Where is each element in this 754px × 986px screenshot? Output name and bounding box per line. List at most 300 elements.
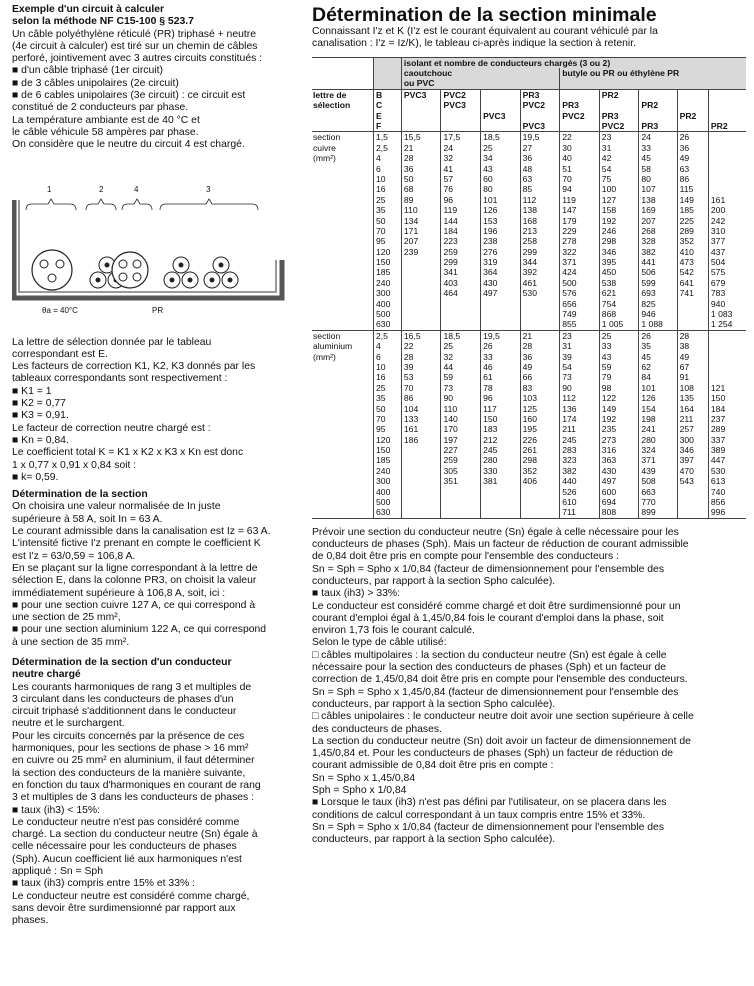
copper-label bbox=[312, 236, 374, 246]
corner-cell bbox=[374, 57, 402, 68]
multipolar-line: correction de 1,45/0,84 doit être pris en compte pour l'ensemble des conducteurs. bbox=[312, 674, 688, 686]
insulation-type-cell bbox=[677, 100, 708, 110]
butyl-header: butyle ou PR ou éthylène PR bbox=[560, 68, 746, 89]
copper-value: 576 bbox=[560, 288, 600, 298]
total-line: Le coefficient total K = K1 x K2 x K3 x Kn est donc bbox=[12, 447, 244, 459]
last-line: conditions de calcul correspondant à un taux compris entre 15% et 33%. bbox=[312, 809, 646, 821]
aluminium-label: section bbox=[312, 330, 374, 341]
copper-value: 40 bbox=[560, 153, 600, 163]
copper-value bbox=[401, 319, 441, 330]
aluminium-value: 49 bbox=[677, 352, 708, 362]
aluminium-label bbox=[312, 383, 374, 393]
copper-value: 80 bbox=[639, 174, 677, 184]
aluminium-value: 150 bbox=[481, 414, 521, 424]
copper-value bbox=[401, 288, 441, 298]
aluminium-value: 280 bbox=[481, 455, 521, 465]
neutral-heading-2: neutre chargé bbox=[12, 669, 81, 681]
aluminium-value: 298 bbox=[520, 455, 560, 465]
copper-value bbox=[481, 299, 521, 309]
below-line: conducteurs, par rapport à la section Spho calculée). bbox=[312, 575, 556, 587]
intro-line: (4e circuit à calculer) est tiré sur un chemin de câbles bbox=[12, 40, 258, 52]
insulation-type-cell: PR3 bbox=[639, 121, 677, 132]
copper-value: 464 bbox=[441, 288, 481, 298]
copper-value: 346 bbox=[599, 247, 639, 257]
copper-value: 754 bbox=[599, 299, 639, 309]
aluminium-section: 70 bbox=[374, 414, 402, 424]
copper-value: 940 bbox=[708, 299, 746, 309]
unipolar-line: courant admissible de 0,84 doit être pris en compte : bbox=[312, 760, 554, 772]
aluminium-label bbox=[312, 372, 374, 382]
aluminium-value bbox=[520, 497, 560, 507]
aluminium-value: 54 bbox=[560, 362, 600, 372]
copper-value: 185 bbox=[677, 205, 708, 215]
aluminium-value: 160 bbox=[520, 414, 560, 424]
aluminium-value: 122 bbox=[599, 393, 639, 403]
aluminium-value bbox=[401, 445, 441, 455]
aluminium-value: 164 bbox=[677, 403, 708, 413]
aluminium-value: 25 bbox=[441, 341, 481, 351]
aluminium-value: 39 bbox=[401, 362, 441, 372]
k-bullet: ■ K2 = 0,77 bbox=[12, 398, 295, 410]
copper-value: 441 bbox=[639, 257, 677, 267]
ih-gt33-bullet: ■ taux (ih3) > 33%: bbox=[312, 588, 746, 600]
copper-value: 19,5 bbox=[520, 132, 560, 143]
aluminium-value: 300 bbox=[677, 435, 708, 445]
copper-value: 119 bbox=[441, 205, 481, 215]
aluminium-value: 136 bbox=[560, 403, 600, 413]
aluminium-value: 363 bbox=[599, 455, 639, 465]
aluminium-value: 22 bbox=[401, 341, 441, 351]
insulation-type-cell: PR2 bbox=[599, 89, 639, 100]
below-line: Sn = Sph = Spho x 1/0,84 (facteur de dimensionnement pour l'ensemble des bbox=[312, 563, 665, 575]
example-title: Exemple d'un circuit à calculer bbox=[12, 4, 165, 15]
insulation-type-cell bbox=[441, 111, 481, 121]
copper-value bbox=[708, 174, 746, 184]
aluminium-value: 430 bbox=[599, 466, 639, 476]
copper-value bbox=[441, 299, 481, 309]
aluminium-value: 16,5 bbox=[401, 330, 441, 341]
right-intro-line: canalisation : I'z = Iz/K), le tableau ci-après indique la section à retenir. bbox=[312, 38, 636, 50]
copper-value: 213 bbox=[520, 226, 560, 236]
aluminium-value: 170 bbox=[441, 424, 481, 434]
selection-letter: F bbox=[374, 121, 402, 132]
copper-value: 437 bbox=[708, 247, 746, 257]
aluminium-value bbox=[401, 497, 441, 507]
section-line: L'intensité fictive I'z prenant en compte le coefficient K bbox=[12, 538, 261, 550]
copper-value: 43 bbox=[481, 164, 521, 174]
aluminium-value: 73 bbox=[441, 383, 481, 393]
aluminium-value bbox=[401, 466, 441, 476]
copper-value: 364 bbox=[481, 267, 521, 277]
right-intro-line: Connaissant I'z et K (I'z est le courant équivalent au courant véhiculé par la bbox=[312, 26, 658, 37]
aluminium-value: 261 bbox=[520, 445, 560, 455]
copper-value: 328 bbox=[639, 236, 677, 246]
copper-value: 298 bbox=[599, 236, 639, 246]
aluminium-value: 96 bbox=[481, 393, 521, 403]
aluminium-value bbox=[401, 476, 441, 486]
aluminium-value: 59 bbox=[441, 372, 481, 382]
copper-value: 94 bbox=[560, 184, 600, 194]
ih-15-33-bullet: ■ taux (ih3) compris entre 15% et 33% : bbox=[12, 878, 295, 890]
aluminium-value: 211 bbox=[677, 414, 708, 424]
circuit-label-2: 2 bbox=[99, 184, 104, 194]
copper-value: 161 bbox=[708, 195, 746, 205]
aluminium-label: (mm²) bbox=[313, 351, 336, 362]
aluminium-value bbox=[441, 507, 481, 518]
neutral-line: harmoniques, pour les sections de phase > 16 mm² bbox=[12, 743, 249, 755]
ambient-line: le câble véhicule 58 ampères par phase. bbox=[12, 126, 199, 138]
copper-label: section bbox=[312, 132, 374, 143]
aluminium-value: 808 bbox=[599, 507, 639, 518]
copper-value: 542 bbox=[677, 267, 708, 277]
aluminium-value: 273 bbox=[599, 435, 639, 445]
aluminium-value: 174 bbox=[560, 414, 600, 424]
aluminium-section: 4 bbox=[374, 341, 402, 351]
copper-section: 630 bbox=[374, 319, 402, 330]
copper-value: 403 bbox=[441, 278, 481, 288]
insulation-type-cell: PVC2 bbox=[599, 121, 639, 132]
aluminium-value: 90 bbox=[441, 393, 481, 403]
aluminium-section: 120 bbox=[374, 435, 402, 445]
copper-value: 86 bbox=[677, 174, 708, 184]
copper-value bbox=[708, 132, 746, 143]
aluminium-section: 2,5 bbox=[374, 330, 402, 341]
cable-tray-diagram bbox=[12, 170, 295, 320]
copper-value: 63 bbox=[677, 164, 708, 174]
aluminium-label bbox=[312, 507, 374, 518]
aluminium-value: 245 bbox=[481, 445, 521, 455]
copper-value: 179 bbox=[560, 215, 600, 225]
copper-value: 48 bbox=[520, 164, 560, 174]
aluminium-value bbox=[708, 352, 746, 362]
aluminium-value: 43 bbox=[599, 352, 639, 362]
unipolar-line: des conducteurs de phases. bbox=[312, 723, 442, 735]
section-table bbox=[312, 57, 746, 519]
insulation-type-cell: PVC3 bbox=[520, 121, 560, 132]
left-column bbox=[12, 4, 295, 928]
copper-value: 26 bbox=[677, 132, 708, 143]
ih-lt15-line: chargé. La section du conducteur neutre (Sn) égale à bbox=[12, 829, 258, 841]
insulation-type-cell bbox=[401, 111, 441, 121]
corner-cell bbox=[312, 57, 374, 68]
p2-line: La lettre de sélection donnée par le tableau bbox=[12, 336, 212, 348]
copper-section: 185 bbox=[374, 267, 402, 277]
aluminium-value: 59 bbox=[599, 362, 639, 372]
copper-value: 134 bbox=[401, 215, 441, 225]
copper-value bbox=[520, 299, 560, 309]
aluminium-value: 323 bbox=[560, 455, 600, 465]
aluminium-value bbox=[441, 487, 481, 497]
copper-value: 169 bbox=[639, 205, 677, 215]
aluminium-value: 98 bbox=[599, 383, 639, 393]
copper-value: 268 bbox=[639, 226, 677, 236]
copper-label bbox=[312, 267, 374, 277]
copper-value: 45 bbox=[639, 153, 677, 163]
aluminium-value: 38 bbox=[677, 341, 708, 351]
copper-value bbox=[708, 164, 746, 174]
copper-value: 153 bbox=[481, 215, 521, 225]
copper-value: 75 bbox=[599, 174, 639, 184]
aluminium-value: 381 bbox=[481, 476, 521, 486]
copper-value: 410 bbox=[677, 247, 708, 257]
aluminium-value: 226 bbox=[520, 435, 560, 445]
aluminium-value: 21 bbox=[520, 330, 560, 341]
copper-value: 382 bbox=[639, 247, 677, 257]
aluminium-value: 197 bbox=[441, 435, 481, 445]
ih-15-33-line: phases. bbox=[12, 915, 49, 927]
insulation-type-cell: PVC3 bbox=[441, 100, 481, 110]
aluminium-value: 257 bbox=[677, 424, 708, 434]
aluminium-value bbox=[708, 330, 746, 341]
selection-letter: B bbox=[374, 89, 402, 100]
aluminium-value: 305 bbox=[441, 466, 481, 476]
aluminium-value: 36 bbox=[520, 352, 560, 362]
copper-value: 319 bbox=[481, 257, 521, 267]
aluminium-value: 18,5 bbox=[441, 330, 481, 341]
copper-value: 395 bbox=[599, 257, 639, 267]
section-bullet-cont: une section de 25 mm², bbox=[12, 612, 121, 624]
aluminium-label bbox=[312, 435, 374, 445]
copper-value: 371 bbox=[560, 257, 600, 267]
copper-value bbox=[401, 299, 441, 309]
k-bullet: ■ K3 = 0,91. bbox=[12, 410, 295, 422]
copper-label bbox=[312, 195, 374, 205]
multipolar-line: conducteurs, par rapport à la section Spho calculée). bbox=[312, 698, 556, 710]
circuit-bullet: ■ d'un câble triphasé (1er circuit) bbox=[12, 65, 295, 77]
neutral-line: Pour les circuits concernés par la présence de ces bbox=[12, 730, 245, 742]
copper-value: 101 bbox=[481, 195, 521, 205]
below-table-text bbox=[312, 527, 746, 847]
aluminium-value: 91 bbox=[677, 372, 708, 382]
aluminium-value: 39 bbox=[560, 352, 600, 362]
aluminium-section: 6 bbox=[374, 352, 402, 362]
copper-value: 85 bbox=[520, 184, 560, 194]
aluminium-label bbox=[312, 403, 374, 413]
aluminium-value: 610 bbox=[560, 497, 600, 507]
aluminium-value: 283 bbox=[560, 445, 600, 455]
aluminium-label bbox=[312, 362, 374, 372]
selection-letter: C bbox=[374, 100, 402, 110]
copper-value: 28 bbox=[401, 153, 441, 163]
copper-value: 25 bbox=[481, 143, 521, 153]
aluminium-value: 31 bbox=[560, 341, 600, 351]
last-line: Sn = Sph = Spho x 1/0,84 (facteur de dimensionnement pour l'ensemble des bbox=[312, 821, 665, 833]
copper-section: 10 bbox=[374, 174, 402, 184]
section-bullet: ■ pour une section aluminium 122 A, ce qui correspond bbox=[12, 624, 295, 636]
aluminium-section: 25 bbox=[374, 383, 402, 393]
copper-label bbox=[312, 215, 374, 225]
aluminium-value: 45 bbox=[639, 352, 677, 362]
copper-value: 110 bbox=[401, 205, 441, 215]
copper-value: 641 bbox=[677, 278, 708, 288]
aluminium-value: 140 bbox=[441, 414, 481, 424]
aluminium-value: 26 bbox=[639, 330, 677, 341]
aluminium-value: 770 bbox=[639, 497, 677, 507]
copper-value: 42 bbox=[599, 153, 639, 163]
copper-value: 473 bbox=[677, 257, 708, 267]
section-bullet: ■ pour une section cuivre 127 A, ce qui correspond à bbox=[12, 600, 295, 612]
copper-value: 229 bbox=[560, 226, 600, 236]
p2-line: tableaux correspondants sont respectivement : bbox=[12, 373, 228, 385]
section-line: est I'z = 63/0,59 = 106,8 A. bbox=[12, 550, 136, 562]
copper-section: 35 bbox=[374, 205, 402, 215]
insulation-type-cell bbox=[677, 121, 708, 132]
aluminium-value: 235 bbox=[599, 424, 639, 434]
insulation-type-cell: PVC2 bbox=[560, 111, 600, 121]
section-line: supérieure à 58 A, soit In = 63 A. bbox=[12, 513, 163, 525]
unipolar-line: □ câbles unipolaires : le conducteur neutre doit avoir une section supérieure à celle bbox=[312, 711, 746, 723]
copper-value bbox=[441, 309, 481, 319]
aluminium-value: 53 bbox=[401, 372, 441, 382]
aluminium-value: 694 bbox=[599, 497, 639, 507]
copper-value bbox=[708, 153, 746, 163]
aluminium-value: 33 bbox=[599, 341, 639, 351]
aluminium-value: 211 bbox=[560, 424, 600, 434]
copper-value: 70 bbox=[560, 174, 600, 184]
aluminium-value: 35 bbox=[639, 341, 677, 351]
aluminium-label bbox=[312, 497, 374, 507]
copper-value: 60 bbox=[481, 174, 521, 184]
aluminium-value: 125 bbox=[520, 403, 560, 413]
copper-value: 200 bbox=[708, 205, 746, 215]
copper-value: 49 bbox=[677, 153, 708, 163]
circuit-bullet: ■ de 6 cables unipolaires (3e circuit) : ce circuit est bbox=[12, 90, 295, 102]
neutral-line: en cuivre ou 25 mm² en aluminium, il faut déterminer bbox=[12, 755, 255, 767]
aluminium-value: 337 bbox=[708, 435, 746, 445]
copper-value: 138 bbox=[520, 205, 560, 215]
insulation-type-cell bbox=[560, 89, 600, 100]
aluminium-value: 389 bbox=[708, 445, 746, 455]
copper-value: 184 bbox=[441, 226, 481, 236]
aluminium-section: 500 bbox=[374, 497, 402, 507]
copper-value: 27 bbox=[520, 143, 560, 153]
aluminium-value: 90 bbox=[560, 383, 600, 393]
copper-value: 115 bbox=[677, 184, 708, 194]
aluminium-value: 406 bbox=[520, 476, 560, 486]
copper-value bbox=[401, 309, 441, 319]
copper-value: 946 bbox=[639, 309, 677, 319]
copper-label bbox=[312, 309, 374, 319]
copper-label bbox=[312, 164, 374, 174]
section-line: immédiatement supérieure à 106,8 A, soit, ici : bbox=[12, 587, 226, 599]
copper-value: 17,5 bbox=[441, 132, 481, 143]
aluminium-section: 185 bbox=[374, 455, 402, 465]
copper-value: 741 bbox=[677, 288, 708, 298]
multipolar-line: nécessaire pour la section des conducteurs de phases (Sph) et un facteur de bbox=[312, 662, 667, 674]
aluminium-section: 10 bbox=[374, 362, 402, 372]
aluminium-value bbox=[708, 341, 746, 351]
aluminium-value: 73 bbox=[560, 372, 600, 382]
aluminium-value: 856 bbox=[708, 497, 746, 507]
aluminium-value bbox=[677, 507, 708, 518]
aluminium-value: 28 bbox=[401, 352, 441, 362]
aluminium-value: 192 bbox=[599, 414, 639, 424]
rubber-header: caoutchouc bbox=[401, 68, 559, 78]
aluminium-label bbox=[312, 393, 374, 403]
aluminium-value: 613 bbox=[708, 476, 746, 486]
copper-value: 51 bbox=[560, 164, 600, 174]
copper-value: 238 bbox=[481, 236, 521, 246]
copper-value: 144 bbox=[441, 215, 481, 225]
page-title: Détermination de la section minimale bbox=[312, 4, 657, 26]
aluminium-label bbox=[312, 424, 374, 434]
aluminium-value bbox=[677, 487, 708, 497]
copper-value: 289 bbox=[677, 226, 708, 236]
aluminium-value: 241 bbox=[639, 424, 677, 434]
copper-value bbox=[401, 257, 441, 267]
copper-value: 341 bbox=[441, 267, 481, 277]
copper-value: 352 bbox=[677, 236, 708, 246]
aluminium-value: 32 bbox=[441, 352, 481, 362]
copper-section: 16 bbox=[374, 184, 402, 194]
insulation-header: isolant et nombre de conducteurs chargés (3 ou 2) bbox=[401, 57, 746, 68]
aluminium-value: 44 bbox=[441, 362, 481, 372]
neutral-factor-line: Le facteur de correction neutre chargé est : bbox=[12, 422, 211, 434]
aluminium-value: 25 bbox=[599, 330, 639, 341]
copper-section: 120 bbox=[374, 247, 402, 257]
aluminium-value: 49 bbox=[520, 362, 560, 372]
copper-value: 36 bbox=[520, 153, 560, 163]
copper-value: 258 bbox=[520, 236, 560, 246]
ih-lt15-line: celle nécessaire pour les conducteurs de phases bbox=[12, 841, 237, 853]
insulation-type-cell bbox=[639, 111, 677, 121]
copper-value: 497 bbox=[481, 288, 521, 298]
aluminium-value: 28 bbox=[520, 341, 560, 351]
aluminium-label bbox=[312, 476, 374, 486]
last-line: conducteurs, par rapport à la section Spho calculée). bbox=[312, 834, 556, 846]
copper-value: 100 bbox=[599, 184, 639, 194]
aluminium-value bbox=[708, 372, 746, 382]
copper-value: 259 bbox=[441, 247, 481, 257]
insulation-type-cell: PR2 bbox=[677, 111, 708, 121]
copper-value: 599 bbox=[639, 278, 677, 288]
aluminium-value bbox=[677, 497, 708, 507]
copper-section: 240 bbox=[374, 278, 402, 288]
copper-value: 68 bbox=[401, 184, 441, 194]
unipolar-line: Sn = Spho x 1,45/0,84 bbox=[312, 772, 416, 784]
p2-line: Les facteurs de correction K1, K2, K3 donnés par les bbox=[12, 361, 256, 373]
aluminium-value: 280 bbox=[639, 435, 677, 445]
section-line: On choisira une valeur normalisée de In juste bbox=[12, 501, 221, 513]
aluminium-value: 79 bbox=[599, 372, 639, 382]
aluminium-value: 316 bbox=[599, 445, 639, 455]
copper-value bbox=[401, 278, 441, 288]
aluminium-value: 121 bbox=[708, 383, 746, 393]
copper-value: 34 bbox=[481, 153, 521, 163]
copper-value bbox=[520, 309, 560, 319]
aluminium-value: 61 bbox=[481, 372, 521, 382]
unipolar-line: Sph = Spho x 1/0,84 bbox=[312, 785, 407, 797]
copper-value: 504 bbox=[708, 257, 746, 267]
copper-value: 112 bbox=[520, 195, 560, 205]
section-line: En se plaçant sur la ligne correspondant à la lettre de bbox=[12, 562, 258, 574]
aluminium-value: 150 bbox=[708, 393, 746, 403]
ih-lt15-line: appliqué : Sn = Sph bbox=[12, 866, 103, 878]
aluminium-value: 237 bbox=[708, 414, 746, 424]
cable-tray-figure bbox=[12, 170, 295, 325]
copper-section: 150 bbox=[374, 257, 402, 267]
copper-label: cuivre bbox=[313, 142, 336, 153]
neutral-line: neutre et le surchargent. bbox=[12, 718, 125, 730]
copper-value: 575 bbox=[708, 267, 746, 277]
intro-line: perforé, jointivement avec 3 autres circuits constitués : bbox=[12, 53, 263, 65]
ih-gt33-line: Le conducteur est considéré comme chargé et doit être surdimensionné pour un bbox=[312, 600, 681, 612]
copper-value: 239 bbox=[401, 247, 441, 257]
aluminium-value: 212 bbox=[481, 435, 521, 445]
copper-section: 4 bbox=[374, 153, 402, 163]
aluminium-value: 195 bbox=[520, 424, 560, 434]
aluminium-value: 149 bbox=[599, 403, 639, 413]
